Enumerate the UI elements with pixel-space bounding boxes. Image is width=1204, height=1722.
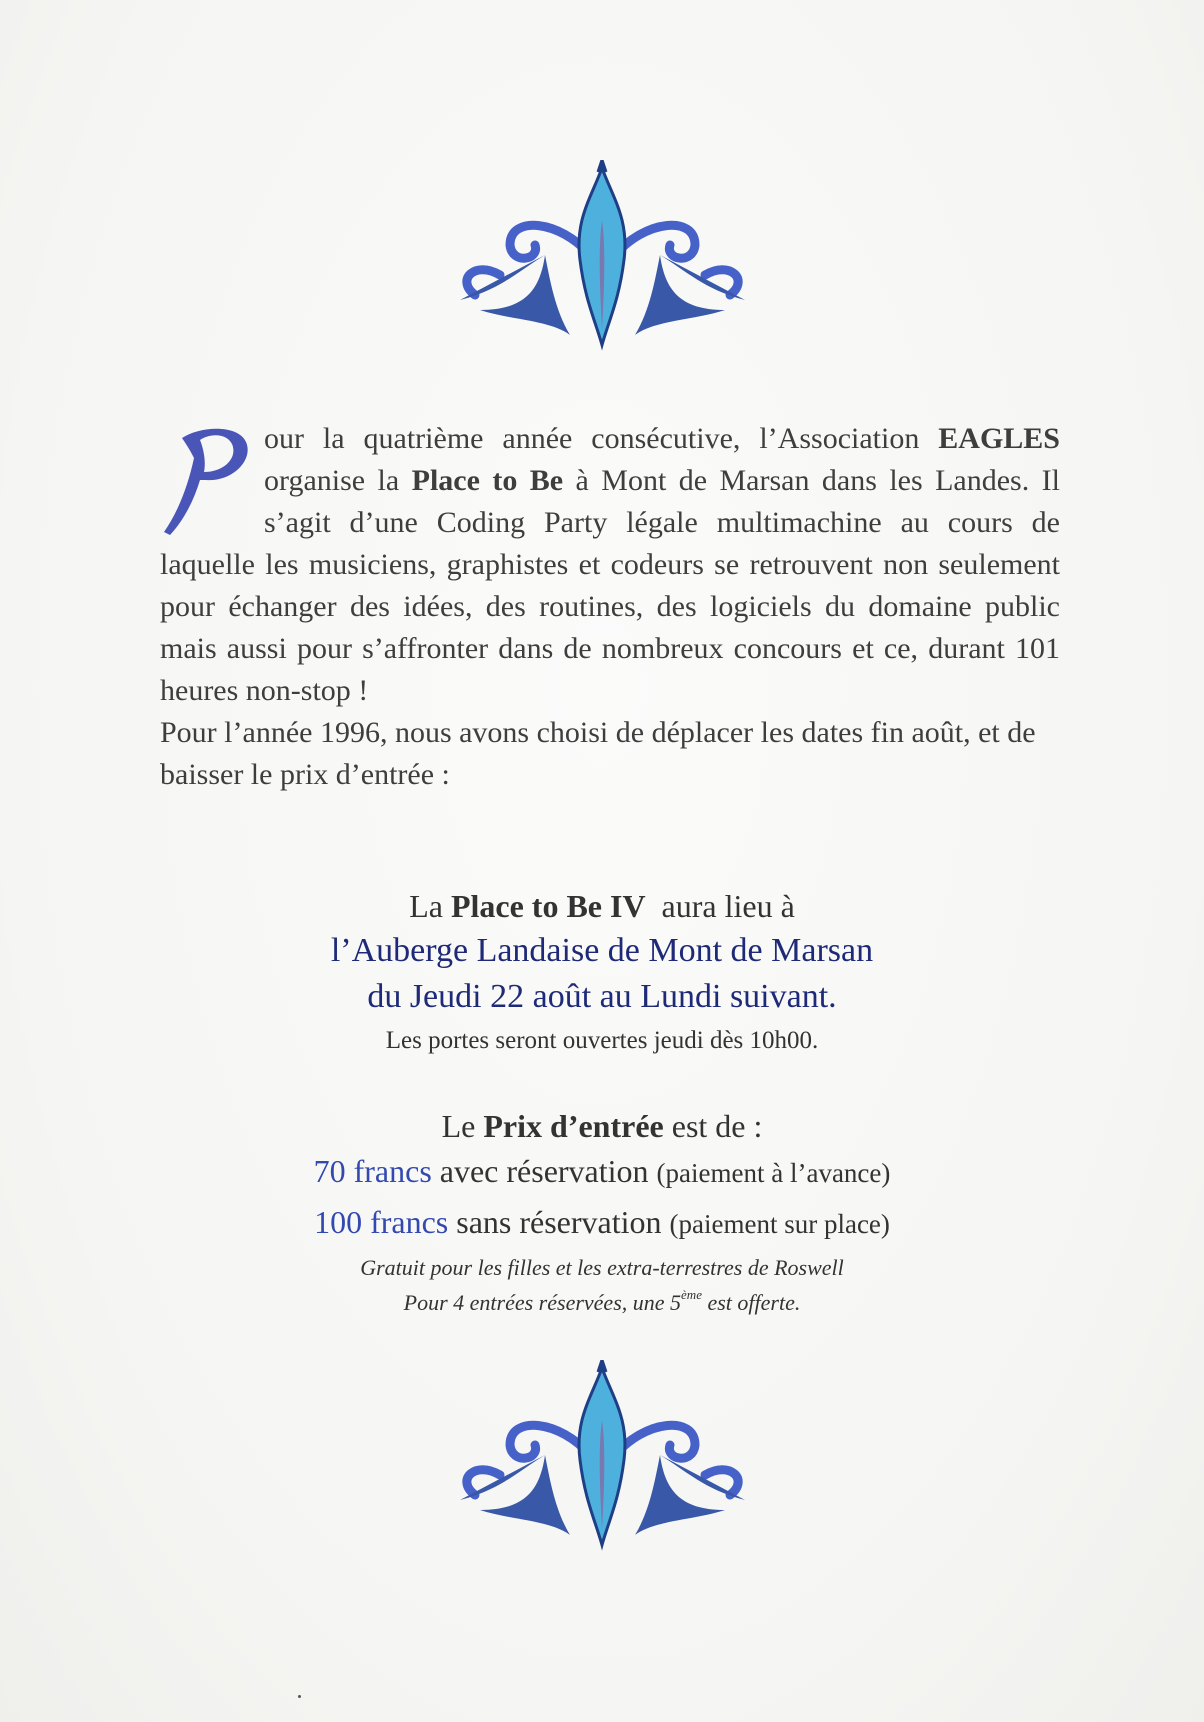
venue: l’Auberge Landaise de Mont de Marsan bbox=[330, 932, 874, 969]
price-without-reservation: 100 francs sans réservation (paiement sur place) bbox=[314, 1204, 890, 1240]
event-dates: du Jeudi 22 août au Lundi suivant. bbox=[367, 978, 837, 1015]
intro-paragraph-2: Pour l’année 1996, nous avons choisi de déplacer les dates fin août, et de baisser le prix d’entrée : bbox=[160, 716, 1036, 791]
dropcap-letter-p-icon bbox=[160, 420, 256, 540]
intro-paragraph: our la quatrième année consécutive, l’Association EAGLES organise la Place to Be à Mont de Marsan dans les Landes. Il s’agit d’une Coding Party légale multimachine au cours de laquelle les musiciens, graphistes et codeurs se retrouvent non seulement pour échanger des idées, des routines, des logiciels du domaine public mais aussi pour s’affronter dans de nombreux concours et ce, durant 101 heures non-stop ! Pour l’année 1996, nous avons choisi de déplacer les dates fin août, et de baisser le prix d’entrée : bbox=[160, 418, 1060, 796]
paper-speck bbox=[298, 1695, 301, 1698]
price-with-reservation: 70 francs avec réservation (paiement à l’avance) bbox=[313, 1153, 891, 1189]
event-name: Place to Be bbox=[411, 464, 564, 497]
group-offer-note: Pour 4 entrées réservées, une 5ème est offerte. bbox=[403, 1287, 801, 1315]
announcement-title: La Place to Be IV aura lieu à bbox=[409, 888, 795, 924]
free-entry-note: Gratuit pour les filles et les extra-terrestres de Roswell bbox=[360, 1255, 844, 1280]
doors-open: Les portes seront ouvertes jeudi dès 10h00. bbox=[385, 1027, 819, 1054]
floral-ornament-top-icon bbox=[440, 160, 765, 360]
price-heading: Le Prix d’entrée est de : bbox=[441, 1108, 763, 1144]
event-name-iv: Place to Be IV bbox=[450, 888, 646, 924]
floral-ornament-bottom-icon bbox=[440, 1360, 765, 1560]
intro-line-1: our la quatrième année consécutive, l’Association bbox=[264, 422, 920, 455]
org-name: EAGLES bbox=[938, 422, 1060, 455]
